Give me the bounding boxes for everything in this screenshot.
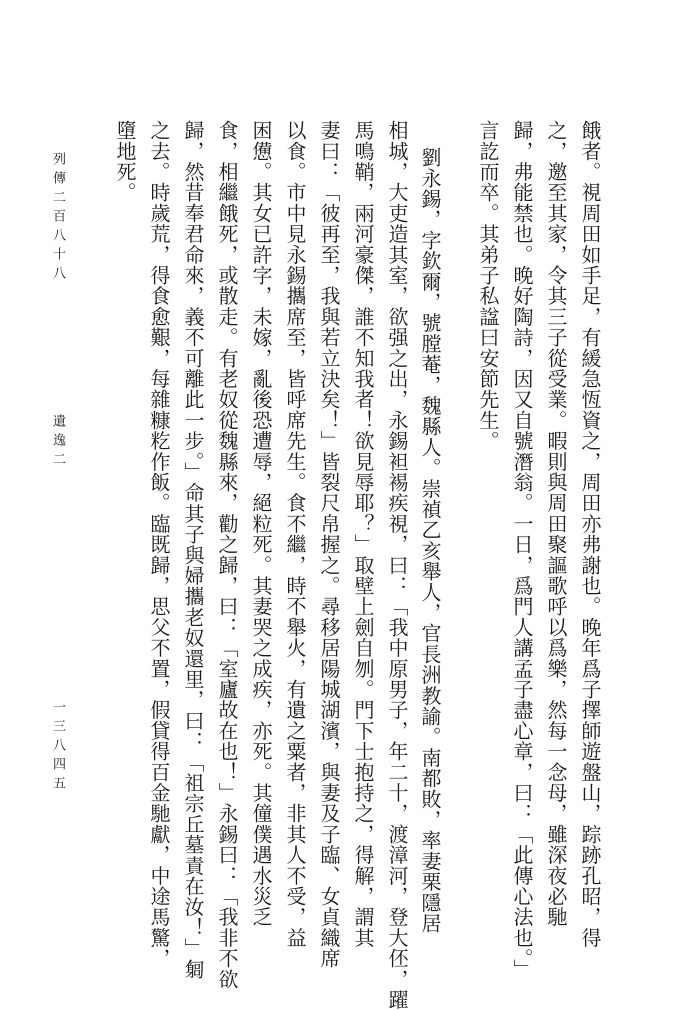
text-column: 墮地死。 xyxy=(113,120,137,203)
text-column: 之，邀至其家，令其三子從受業。暇則與周田聚謳歌呼以爲樂，然每一念母，雖深夜必馳 xyxy=(544,120,568,928)
running-head-volume: 列傳二百八十八 xyxy=(50,152,65,285)
text-column: 歸，弗能禁也。晚好陶詩，因又自號潛翁。一日，爲門人講孟子盡心章，曰：「此傳心法也。」 xyxy=(510,120,534,980)
text-column: 劉永錫，字欽爾，號膛菴，魏縣人。崇禎乙亥舉人，官長洲教諭。南都敗，率妻栗隱居 xyxy=(418,147,442,934)
text-column: 妻曰：「彼再至，我與若立決矣！」皆裂尺帛握之。尋移居陽城湖濱，與妻及子臨、女貞織席 xyxy=(317,120,341,969)
text-column: 言訖而卒。其弟子私諡曰安節先生。 xyxy=(476,120,500,452)
text-column: 食，相繼餓死，或散走。有老奴從魏縣來，勸之歸，曰：「室廬故在也！」永錫曰：「我非不欲 xyxy=(215,120,239,990)
text-column: 之去。時歲荒，得食愈艱，每雜糠籺作飯。臨既歸，思父不置，假貸得百金馳獻，中途馬驚， xyxy=(147,120,171,969)
page-number: 一三八四五 xyxy=(50,700,65,795)
text-column: 餓者。視周田如手足，有緩急恆資之，周田亦弗謝也。晚年爲子擇師遊盤山，踪跡孔昭，得 xyxy=(578,120,602,948)
text-column: 相城，大吏造其室，欲强之出，永錫袒裼疾視，曰：「我中原男子，年二十，渡漳河，登大伾，躍 xyxy=(385,120,409,1010)
text-column: 以食。市中見永錫攜席至，皆呼席先生。食不繼，時不舉火，有遺之粟者，非其人不受，益 xyxy=(283,120,307,948)
text-column: 馬鳴鞘，兩河豪傑，誰不知我者！欲見辱耶？」取壁上劍自刎。門下士抱持之，得解，謂其 xyxy=(351,120,375,948)
text-column: 歸，然昔奉君命來，義不可離此一步。」命其子與婦攜老奴還里，曰：「祖宗丘墓責在汝！」匔 xyxy=(181,120,205,980)
running-head-chapter: 遺逸二 xyxy=(50,414,65,471)
text-column: 困憊。其女已許字，未嫁，亂後恐遭辱，絕粒死。其妻哭之成疾，亦死。其僮僕遇水災乏 xyxy=(249,120,273,928)
